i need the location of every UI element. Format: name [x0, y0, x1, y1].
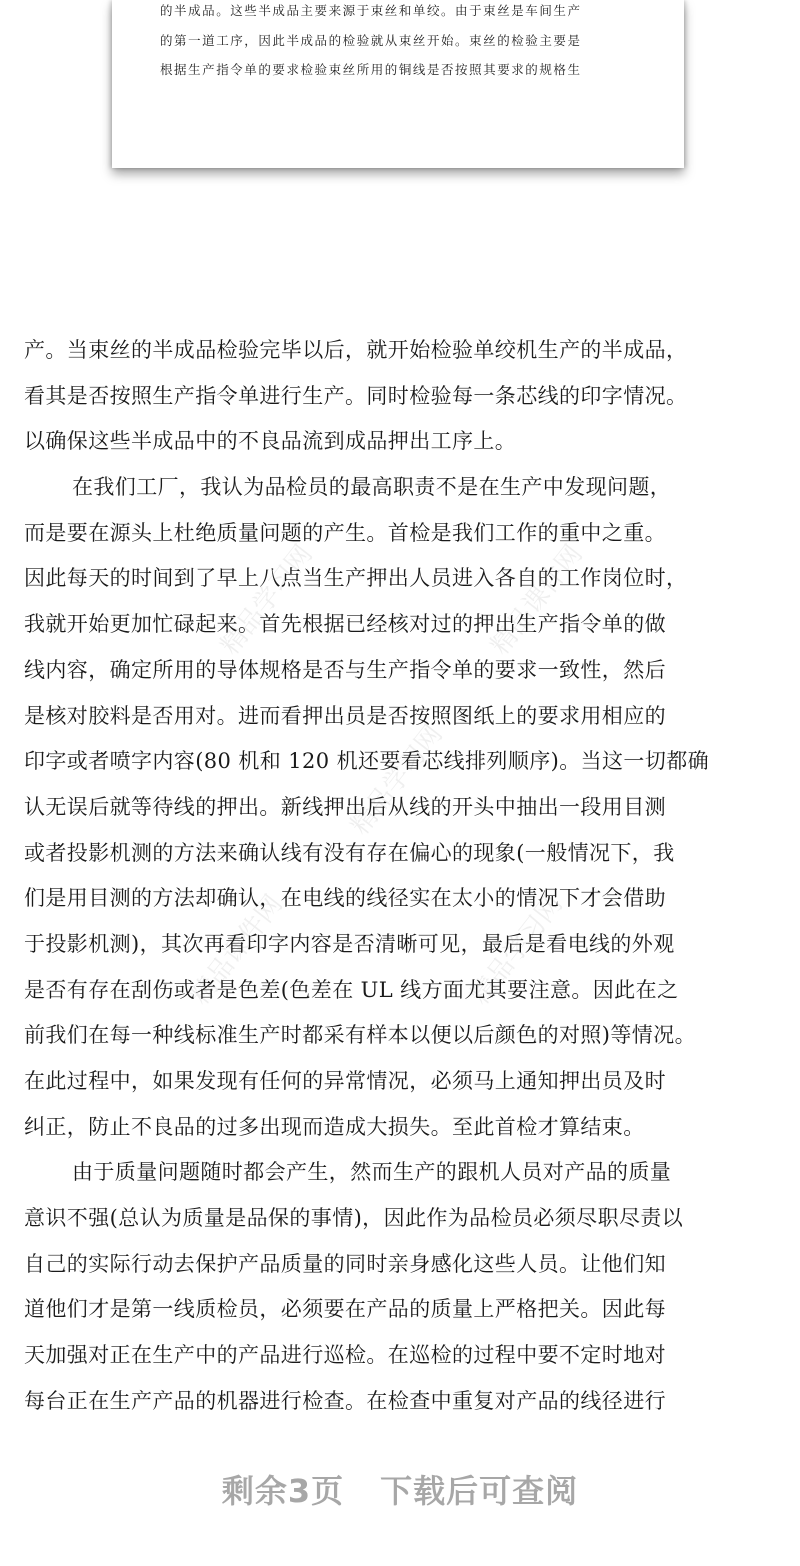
watermark: 精品学习网 — [345, 719, 449, 841]
text-line: 前我们在每一种线标准生产时都采有样本以便以后颜色的对照)等情况。 — [24, 1023, 696, 1048]
text-line: 因此每天的时间到了早上八点当生产押出人员进入各自的工作岗位时， — [24, 566, 688, 591]
download-to-view-label: 下载后可查阅 — [380, 1472, 579, 1510]
remaining-pages-label: 剩余3页 — [221, 1472, 345, 1510]
text-line: 是否有存在刮伤或者是色差(色差在 UL 线方面尤其要注意。因此在之 — [24, 977, 679, 1002]
text-line: 产。当束丝的半成品检验完毕以后，就开始检验单绞机生产的半成品， — [24, 338, 688, 362]
paragraph-start-line: 在我们工厂，我认为品检员的最高职责不是在生产中发现问题， — [72, 475, 672, 500]
paragraph-start-line: 由于质量问题随时都会产生，然而生产的跟机人员对产品的质量 — [72, 1160, 672, 1185]
text-line: 我就开始更加忙碌起来。首先根据已经核对过的押出生产指令单的做 — [24, 612, 666, 637]
text-line: 印字或者喷字内容(80 机和 120 机还要看芯线排列顺序)。当这一切都确 — [24, 749, 710, 774]
text-line: 线内容，确定所用的导体规格是否与生产指令单的要求一致性，然后 — [24, 657, 666, 682]
text-line: 认无误后就等待线的押出。新线押出后从线的开头中抽出一段用目测 — [24, 794, 666, 819]
text-line: 自己的实际行动去保护产品质量的同时亲身感化这些人员。让他们知 — [24, 1251, 666, 1276]
text-line: 而是要在源头上杜绝质量问题的产生。首检是我们工作的重中之重。 — [24, 520, 666, 545]
watermark: 精品学习网 — [215, 539, 319, 661]
text-line: 以确保这些半成品中的不良品流到成品押出工序上。 — [24, 429, 517, 454]
text-line: 意识不强(总认为质量是品保的事情)，因此作为品检员必须尽职尽责以 — [24, 1206, 684, 1231]
watermark: 精品课件网 — [485, 539, 589, 661]
text-line: 们是用目测的方法却确认，在电线的线径实在太小的情况下才会借助 — [24, 886, 666, 911]
download-prompt[interactable] — [0, 1466, 800, 1512]
text-line: 看其是否按照生产指令单进行生产。同时检验每一条芯线的印字情况。 — [24, 383, 688, 408]
text-line: 每台正在生产产品的机器进行检查。在检查中重复对产品的线径进行 — [24, 1388, 666, 1413]
previous-page-preview — [112, 0, 684, 168]
preview-line: 的第一道工序，因此半成品的检验就从束丝开始。束丝的检验主要是 — [160, 33, 582, 48]
text-line: 纠正，防止不良品的过多出现而造成大损失。至此首检才算结束。 — [24, 1114, 645, 1139]
watermark: 精品课件网 — [185, 889, 289, 1011]
text-line: 或者投影机测的方法来确认线有没有存在偏心的现象(一般情况下，我 — [24, 840, 675, 865]
preview-line: 的半成品。这些半成品主要来源于束丝和单绞。由于束丝是车间生产 — [160, 3, 582, 18]
watermark: 精品学习网 — [465, 889, 569, 1011]
text-line: 于投影机测)，其次再看印字内容是否清晰可见，最后是看电线的外观 — [24, 931, 675, 956]
preview-line: 根据生产指令单的要求检验束丝所用的铜线是否按照其要求的规格生 — [160, 62, 582, 77]
document-body — [24, 328, 776, 1425]
text-line: 在此过程中，如果发现有任何的异常情况，必须马上通知押出员及时 — [24, 1069, 666, 1093]
text-line: 天加强对正在生产中的产品进行巡检。在巡检的过程中要不定时地对 — [24, 1343, 666, 1368]
text-line: 道他们才是第一线质检员，必须要在产品的质量上严格把关。因此每 — [24, 1297, 666, 1322]
text-line: 是核对胶料是否用对。进而看押出员是否按照图纸上的要求用相应的 — [24, 703, 666, 728]
